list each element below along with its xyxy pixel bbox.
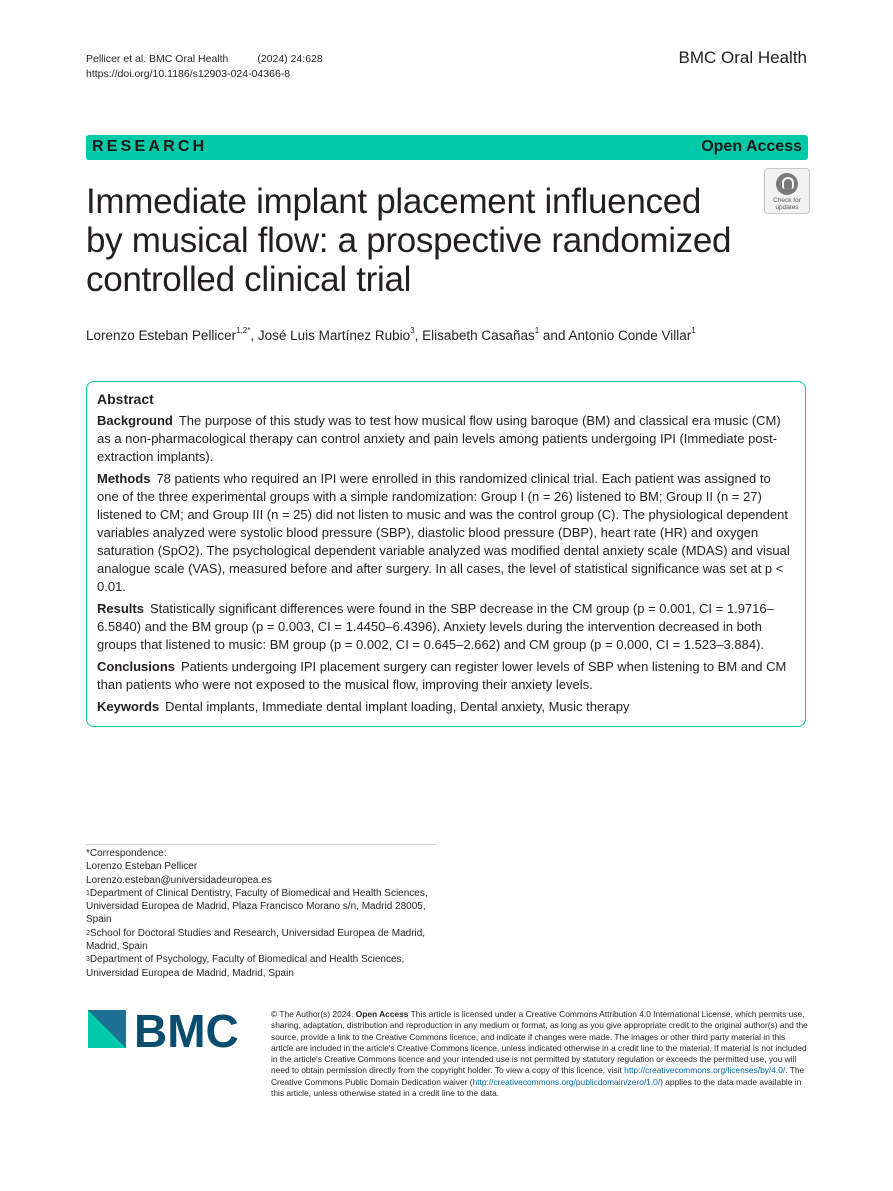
journal-name: BMC Oral Health — [678, 48, 807, 67]
author-list — [86, 328, 696, 343]
check-badge-text — [765, 197, 809, 211]
abstract-keywords — [97, 698, 795, 716]
license-text: This article is licensed under a Creative Commons Attribution 4.0 International License, which permits use, sharing, adaptation, distribution and reproduction in any medium or format, as long as you give appropriate credit to the original author(s) and the source, provide a link to the Creative Commons licence, and indicate if changes were made. The images or other third party material in this article are included in the article's Creative Commons licence, unless indicated otherwise in a credit line to the material. If material is not included in the article's Creative Commons licence and your intended use is not permitted by statutory regulation or exceeds the permitted use, you will need to obtain permission directly from the copyright holder. To view a copy of this licence, visit — [271, 1009, 808, 1076]
check-for-updates-icon — [776, 173, 798, 195]
section-label: Keywords — [97, 699, 160, 714]
author-affiliation-sup: 1 — [534, 326, 540, 335]
affiliation — [86, 953, 436, 980]
affiliation-text: Department of Clinical Dentistry, Faculty of Biomedical and Health Sciences, Universidad Europea de Madrid, Plaza Francisco Morano s/n, Madrid 28005, Spain — [86, 887, 428, 926]
author-separator: , — [414, 328, 423, 343]
bmc-logo — [86, 1006, 249, 1052]
affiliation-text: Department of Psychology, Faculty of Biomedical and Health Sciences, Universidad Europea de Madrid, Madrid, Spain — [86, 954, 405, 979]
author-name[interactable]: José Luis Martínez Rubio — [257, 328, 411, 343]
abstract-heading: Abstract — [97, 391, 154, 407]
author-affiliation-sup: 1 — [691, 326, 696, 335]
abstract-conclusions — [97, 658, 795, 694]
section-label: Conclusions — [97, 659, 176, 674]
affiliation-sup: 2 — [86, 929, 90, 937]
author-name[interactable]: Lorenzo Esteban Pellicer — [86, 328, 237, 343]
author-separator: , — [250, 328, 258, 343]
section-label: Background — [97, 413, 173, 428]
affiliation — [86, 927, 436, 954]
license-open-access: Open Access — [355, 1009, 409, 1019]
article-type-label: RESEARCH — [92, 138, 208, 155]
correspondence-name: Lorenzo Esteban Pellicer — [86, 861, 198, 873]
article-title: Immediate implant placement influenced by musical flow: a prospective randomized controlled clinical trial — [86, 182, 732, 299]
abstract-background — [97, 412, 795, 466]
check-badge-line2: updates — [775, 204, 799, 211]
license-link-cc-by[interactable]: http://creativecommons.org/licenses/by/4.0/ — [624, 1065, 786, 1076]
section-text: 78 patients who required an IPI were enrolled in this randomized clinical trial. Each patient was assigned to one of the three experimental groups with a simple randomization: Group I (n = 26) listened to BM; Group II (n = 27) listened to CM; and Group III (n = 25) did not listen to music and was the control group (C). The physiological dependent variables analyzed were systolic blood pressure (SBP), diastolic blood pressure (DBP), heart rate (HR) and oxygen saturation (SpO2). The psychological dependent variable analyzed was modified dental anxiety scale (MDAS) and visual analogue scale (VAS), measured before and after surgery. In all cases, the level of statistical significance was set at p < 0.01. — [97, 471, 790, 594]
affiliation-sup: 1 — [86, 889, 90, 897]
license-statement — [271, 1009, 808, 1099]
license-copyright: © The Author(s) 2024. — [271, 1009, 354, 1019]
check-for-updates-button[interactable] — [764, 168, 810, 214]
header-journal-abbrev: et al. BMC Oral Health — [123, 53, 229, 65]
affiliation-text: School for Doctoral Studies and Research, Universidad Europea de Madrid, Madrid, Spain — [86, 927, 426, 953]
correspondence-email[interactable]: Lorenzo.esteban@universidadeuropea.es — [86, 874, 272, 886]
correspondence-block — [86, 844, 436, 980]
correspondence-heading: *Correspondence: — [86, 848, 167, 859]
author-affiliation-sup: 3 — [410, 326, 415, 335]
abstract-methods — [97, 470, 795, 596]
section-text: Statistically significant differences were found in the SBP decrease in the CM group (p = 0.001, CI = 1.9716–6.5840) and the BM group (p = 0.003, CI = 1.4450–6.4396). Anxiety levels during the intervention decreased in both groups that listened to music: BM group (p = 0.002, CI = 0.645–2.662) and CM group (p = 0.000, CI = 1.523–3.884). — [97, 601, 774, 652]
open-access-label: Open Access — [701, 138, 802, 155]
header-year-volume: (2024) 24:628 — [257, 53, 323, 65]
running-header — [86, 52, 323, 82]
author-name[interactable]: Elisabeth Casañas — [422, 328, 535, 343]
author-name[interactable]: Antonio Conde Villar — [568, 328, 692, 343]
doi-link[interactable]: https://doi.org/10.1186/s12903-024-04366-8 — [86, 68, 291, 80]
affiliation-sup: 3 — [86, 956, 90, 964]
license-text: ) applies to the data made available in this article, unless otherwise stated in a credit line to the data. — [271, 1076, 802, 1099]
citation-line — [86, 52, 323, 67]
abstract-results — [97, 600, 795, 654]
check-badge-line1: Check for — [773, 197, 801, 204]
section-text: Dental implants, Immediate dental implant loading, Dental anxiety, Music therapy — [165, 699, 630, 714]
bmc-logo-text: BMC — [134, 1006, 239, 1052]
author-separator: and — [539, 328, 569, 343]
affiliation — [86, 887, 436, 927]
abstract-box — [86, 381, 806, 727]
license-link-cc-zero[interactable]: http://creativecommons.org/publicdomain/zero/1.0/ — [472, 1076, 661, 1087]
article-type-banner — [86, 135, 808, 160]
license-text: . The Creative Commons Public Domain Dedication waiver ( — [271, 1065, 805, 1087]
section-text: Patients undergoing IPI placement surgery can register lower levels of SBP when listening to BM and CM than patients who were not exposed to the musical flow, improving their anxiety levels. — [97, 659, 787, 692]
section-text: The purpose of this study was to test how musical flow using baroque (BM) and classical era music (CM) as a non-pharmacological therapy can control anxiety and pain levels among patients undergoing IPI (Immediate post-extraction implants). — [97, 413, 781, 464]
author-affiliation-sup: 1,2* — [236, 326, 251, 335]
section-label: Methods — [97, 471, 151, 486]
section-label: Results — [97, 601, 144, 616]
header-author: Pellicer — [86, 53, 121, 65]
